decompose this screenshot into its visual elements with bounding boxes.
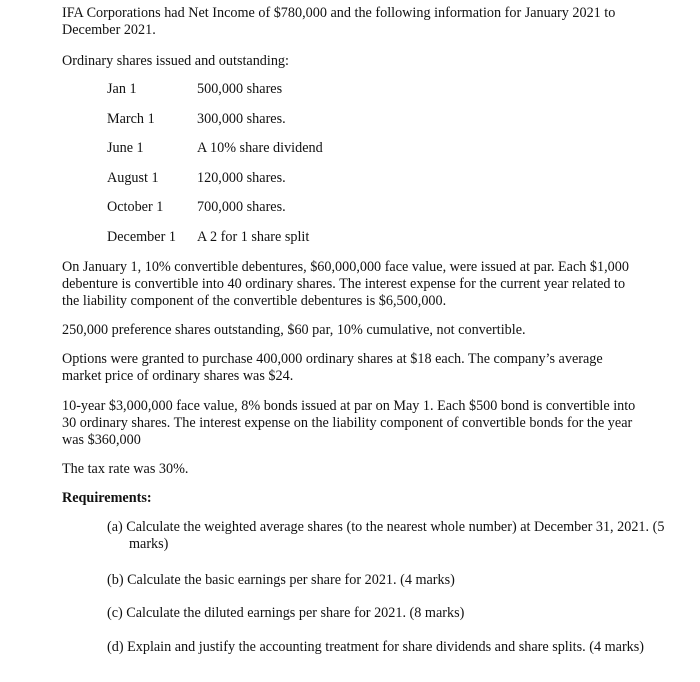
shares-heading: Ordinary shares issued and outstanding: — [62, 53, 289, 69]
tax-rate-paragraph: The tax rate was 30%. — [62, 461, 189, 477]
share-event-date: June 1 — [107, 140, 144, 157]
requirement-item: (b) Calculate the basic earnings per share for 2021. (4 marks) — [107, 572, 455, 588]
share-event-row — [107, 199, 323, 229]
debentures-paragraph: On January 1, 10% convertible debentures, $60,000,000 face value, were issued at par. Each $1,000 debenture is convertible into 40 ordinary shares. The interest expense for the current year related to the liability component of the convertible debentures is $6,500,000. — [62, 259, 629, 309]
bonds-paragraph: 10-year $3,000,000 face value, 8% bonds issued at par on May 1. Each $500 bond is convertible into 30 ordinary shares. The interest expense on the liability component of convertible bonds for the year was $360,000 — [62, 398, 636, 448]
share-event-row — [107, 81, 323, 111]
share-event-detail: A 2 for 1 share split — [197, 228, 310, 245]
requirement-item: (a) Calculate the weighted average shares (to the nearest whole number) at December 31, 2021. (5 marks) — [107, 519, 665, 552]
share-event-date: December 1 — [107, 228, 176, 245]
share-event-date: Jan 1 — [107, 81, 137, 97]
share-event-detail: 300,000 shares. — [197, 110, 286, 127]
share-events-table — [107, 81, 323, 259]
share-event-detail: 700,000 shares. — [197, 199, 286, 216]
share-event-date: August 1 — [107, 169, 159, 186]
preference-paragraph: 250,000 preference shares outstanding, $60 par, 10% cumulative, not convertible. — [62, 322, 526, 338]
share-event-date: March 1 — [107, 110, 155, 127]
share-event-row — [107, 170, 323, 200]
intro-paragraph: IFA Corporations had Net Income of $780,000 and the following information for January 2021 to December 2021. — [62, 5, 616, 38]
share-event-date: October 1 — [107, 199, 164, 216]
requirements-heading: Requirements: — [62, 490, 152, 506]
requirement-item: (d) Explain and justify the accounting treatment for share dividends and share splits. (4 marks) — [107, 639, 645, 655]
share-event-row — [107, 229, 323, 259]
share-event-row — [107, 140, 323, 170]
requirement-item: (c) Calculate the diluted earnings per share for 2021. (8 marks) — [107, 605, 465, 621]
share-event-row — [107, 111, 323, 141]
share-event-detail: 500,000 shares — [197, 81, 283, 97]
options-paragraph: Options were granted to purchase 400,000 ordinary shares at $18 each. The company’s average market price of ordinary shares was $24. — [62, 351, 603, 384]
share-event-detail: 120,000 shares. — [197, 169, 286, 186]
share-event-detail: A 10% share dividend — [197, 140, 323, 157]
